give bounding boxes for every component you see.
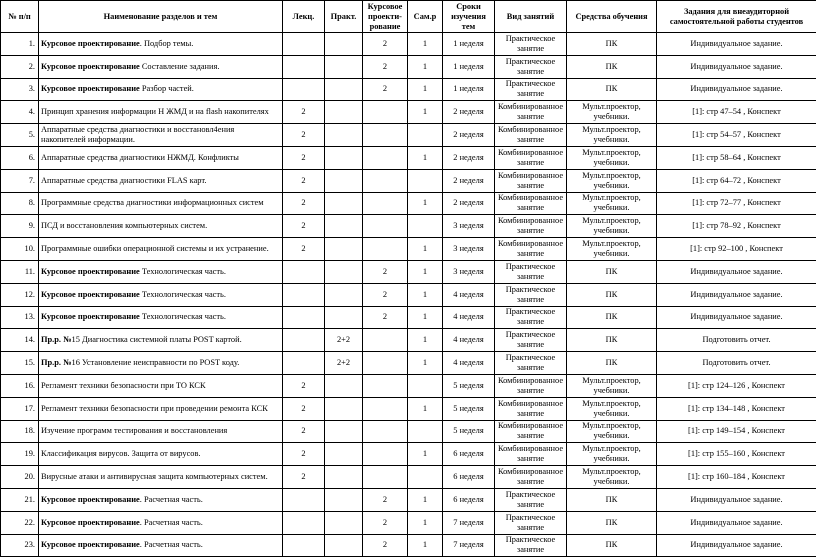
row-tasks: Индивидуальное задание.	[657, 488, 816, 511]
row-number: 6.	[1, 146, 39, 169]
row-practice	[325, 511, 363, 534]
row-tasks: Индивидуальное задание.	[657, 260, 816, 283]
header-lectures: Лекц.	[283, 1, 325, 33]
row-term: 4 неделя	[443, 306, 495, 329]
header-num: № п/п	[1, 1, 39, 33]
row-topic-text: Вирусные атаки и антивирусная защита компьютерных систем.	[41, 472, 268, 481]
row-term: 2 неделя	[443, 146, 495, 169]
row-topic-text: ПСД и восстановления компьютерных систем.	[41, 221, 207, 230]
header-self-work: Сам.р	[408, 1, 443, 33]
row-tasks: [1]: стр 64–72 , Конспект	[657, 169, 816, 192]
row-self-work: 1	[408, 488, 443, 511]
row-lesson-kind: Комбинированное занятие	[495, 466, 567, 489]
row-lectures: 2	[283, 146, 325, 169]
row-course-design	[363, 443, 408, 466]
row-course-design: 2	[363, 511, 408, 534]
row-tasks: Индивидуальное задание.	[657, 534, 816, 557]
row-course-design: 2	[363, 534, 408, 557]
row-means: Мульт.проектор, учебники.	[567, 420, 657, 443]
row-topic	[39, 192, 283, 215]
row-lesson-kind: Комбинированное занятие	[495, 397, 567, 420]
row-course-design: 2	[363, 55, 408, 78]
row-topic-bold: Курсовое проектирование	[41, 62, 140, 71]
row-topic	[39, 33, 283, 56]
row-topic	[39, 443, 283, 466]
table-row	[1, 146, 816, 169]
row-practice	[325, 397, 363, 420]
row-self-work	[408, 215, 443, 238]
row-practice	[325, 33, 363, 56]
table-row	[1, 33, 816, 56]
row-topic-text: Технологическая часть.	[140, 267, 226, 276]
row-lectures	[283, 306, 325, 329]
row-number: 19.	[1, 443, 39, 466]
row-practice	[325, 283, 363, 306]
row-tasks: Индивидуальное задание.	[657, 78, 816, 101]
row-lectures	[283, 260, 325, 283]
row-topic-bold: Курсовое проектирование	[41, 267, 140, 276]
row-number: 7.	[1, 169, 39, 192]
row-topic-bold: Пр.р. №	[41, 335, 72, 344]
row-self-work: 1	[408, 306, 443, 329]
row-topic-bold: Курсовое проектирование	[41, 290, 140, 299]
row-topic	[39, 488, 283, 511]
row-topic-text: . Подбор темы.	[140, 39, 194, 48]
row-means: Мульт.проектор, учебники.	[567, 215, 657, 238]
table-row	[1, 306, 816, 329]
row-lectures	[283, 511, 325, 534]
row-term: 7 неделя	[443, 511, 495, 534]
row-topic-bold: Курсовое проектирование	[41, 540, 140, 549]
row-practice	[325, 534, 363, 557]
row-practice	[325, 124, 363, 147]
header-means: Средства обучения	[567, 1, 657, 33]
row-self-work: 1	[408, 511, 443, 534]
row-topic	[39, 283, 283, 306]
row-practice	[325, 488, 363, 511]
row-practice	[325, 420, 363, 443]
row-means: Мульт.проектор, учебники.	[567, 169, 657, 192]
row-topic-text: Аппаратные средства диагностики FLAS карт.	[41, 176, 207, 185]
table-row	[1, 283, 816, 306]
row-topic-bold: Курсовое проектирование	[41, 495, 140, 504]
row-topic	[39, 466, 283, 489]
row-practice	[325, 101, 363, 124]
table-row	[1, 55, 816, 78]
row-lesson-kind: Комбинированное занятие	[495, 146, 567, 169]
row-self-work: 1	[408, 534, 443, 557]
row-self-work: 1	[408, 352, 443, 375]
row-lesson-kind: Комбинированное занятие	[495, 443, 567, 466]
row-self-work	[408, 420, 443, 443]
row-self-work: 1	[408, 33, 443, 56]
row-number: 3.	[1, 78, 39, 101]
table-row	[1, 352, 816, 375]
row-lectures: 2	[283, 101, 325, 124]
row-self-work	[408, 169, 443, 192]
row-topic-text: Классификация вирусов. Защита от вирусов.	[41, 449, 201, 458]
row-lesson-kind: Практическое занятие	[495, 33, 567, 56]
row-number: 11.	[1, 260, 39, 283]
row-topic-text: Составление задания.	[140, 62, 220, 71]
row-practice	[325, 238, 363, 261]
row-tasks: [1]: стр 155–160 , Конспект	[657, 443, 816, 466]
row-topic-text: Программные средства диагностики информационных систем	[41, 198, 264, 207]
row-number: 8.	[1, 192, 39, 215]
row-lectures	[283, 534, 325, 557]
row-lesson-kind: Практическое занятие	[495, 329, 567, 352]
row-tasks: [1]: стр 72–77 , Конспект	[657, 192, 816, 215]
row-term: 5 неделя	[443, 397, 495, 420]
row-self-work: 1	[408, 78, 443, 101]
row-lectures: 2	[283, 397, 325, 420]
row-course-design	[363, 146, 408, 169]
row-tasks: [1]: стр 92–100 , Конспект	[657, 238, 816, 261]
row-topic	[39, 329, 283, 352]
row-tasks: [1]: стр 134–148 , Конспект	[657, 397, 816, 420]
row-tasks: [1]: стр 47–54 , Конспект	[657, 101, 816, 124]
row-means: ПК	[567, 488, 657, 511]
row-topic	[39, 55, 283, 78]
row-number: 12.	[1, 283, 39, 306]
row-course-design	[363, 374, 408, 397]
row-topic-text: Технологическая часть.	[140, 290, 226, 299]
row-practice	[325, 306, 363, 329]
row-lectures: 2	[283, 466, 325, 489]
row-practice	[325, 374, 363, 397]
table-row	[1, 488, 816, 511]
row-practice	[325, 215, 363, 238]
row-term: 4 неделя	[443, 329, 495, 352]
row-number: 5.	[1, 124, 39, 147]
row-means: Мульт.проектор, учебники.	[567, 466, 657, 489]
row-number: 14.	[1, 329, 39, 352]
row-tasks: Индивидуальное задание.	[657, 511, 816, 534]
row-lectures: 2	[283, 443, 325, 466]
row-tasks: Подготовить отчет.	[657, 329, 816, 352]
row-practice: 2+2	[325, 329, 363, 352]
row-course-design	[363, 238, 408, 261]
table-row	[1, 443, 816, 466]
row-means: Мульт.проектор, учебники.	[567, 397, 657, 420]
row-number: 20.	[1, 466, 39, 489]
row-means: Мульт.проектор, учебники.	[567, 146, 657, 169]
row-number: 22.	[1, 511, 39, 534]
row-number: 13.	[1, 306, 39, 329]
row-means: ПК	[567, 260, 657, 283]
table-row	[1, 124, 816, 147]
row-lectures	[283, 78, 325, 101]
row-course-design: 2	[363, 260, 408, 283]
table-row	[1, 260, 816, 283]
row-number: 15.	[1, 352, 39, 375]
row-lesson-kind: Практическое занятие	[495, 534, 567, 557]
table-row	[1, 511, 816, 534]
row-lectures	[283, 488, 325, 511]
row-topic	[39, 260, 283, 283]
table-row	[1, 78, 816, 101]
row-self-work: 1	[408, 397, 443, 420]
row-number: 4.	[1, 101, 39, 124]
row-topic	[39, 238, 283, 261]
row-lectures: 2	[283, 215, 325, 238]
row-term: 2 неделя	[443, 124, 495, 147]
header-tasks: Задания для внеаудиторной самостоятельной работы студентов	[657, 1, 816, 33]
row-term: 3 неделя	[443, 260, 495, 283]
row-lectures	[283, 329, 325, 352]
row-means: ПК	[567, 283, 657, 306]
row-course-design	[363, 169, 408, 192]
row-lesson-kind: Комбинированное занятие	[495, 192, 567, 215]
row-topic	[39, 78, 283, 101]
table-row	[1, 169, 816, 192]
row-lectures	[283, 55, 325, 78]
row-practice	[325, 78, 363, 101]
row-self-work: 1	[408, 146, 443, 169]
row-term: 4 неделя	[443, 283, 495, 306]
row-term: 6 неделя	[443, 466, 495, 489]
row-term: 1 неделя	[443, 78, 495, 101]
row-lesson-kind: Практическое занятие	[495, 283, 567, 306]
row-topic	[39, 374, 283, 397]
table-row	[1, 238, 816, 261]
row-topic	[39, 124, 283, 147]
row-self-work	[408, 124, 443, 147]
row-means: Мульт.проектор, учебники.	[567, 124, 657, 147]
row-practice	[325, 146, 363, 169]
row-number: 10.	[1, 238, 39, 261]
row-lesson-kind: Комбинированное занятие	[495, 238, 567, 261]
row-lectures: 2	[283, 169, 325, 192]
row-topic	[39, 101, 283, 124]
row-lectures: 2	[283, 374, 325, 397]
row-term: 6 неделя	[443, 443, 495, 466]
row-means: ПК	[567, 33, 657, 56]
row-course-design	[363, 352, 408, 375]
row-self-work: 1	[408, 192, 443, 215]
row-practice	[325, 55, 363, 78]
row-means: Мульт.проектор, учебники.	[567, 238, 657, 261]
row-means: ПК	[567, 352, 657, 375]
row-number: 16.	[1, 374, 39, 397]
row-topic-text: Разбор частей.	[140, 84, 194, 93]
row-means: ПК	[567, 534, 657, 557]
table-row	[1, 397, 816, 420]
row-tasks: [1]: стр 160–184 , Конспект	[657, 466, 816, 489]
row-lectures	[283, 33, 325, 56]
row-lesson-kind: Комбинированное занятие	[495, 374, 567, 397]
row-topic	[39, 420, 283, 443]
row-tasks: Индивидуальное задание.	[657, 306, 816, 329]
row-lectures	[283, 352, 325, 375]
row-topic-text: 15 Диагностика системной платы POST картой.	[72, 335, 242, 344]
row-term: 4 неделя	[443, 352, 495, 375]
row-topic	[39, 511, 283, 534]
row-means: ПК	[567, 329, 657, 352]
row-lesson-kind: Комбинированное занятие	[495, 420, 567, 443]
row-topic	[39, 215, 283, 238]
row-term: 1 неделя	[443, 33, 495, 56]
row-lesson-kind: Комбинированное занятие	[495, 215, 567, 238]
row-lesson-kind: Комбинированное занятие	[495, 101, 567, 124]
header-practice: Практ.	[325, 1, 363, 33]
row-means: ПК	[567, 511, 657, 534]
table-row	[1, 101, 816, 124]
row-topic	[39, 534, 283, 557]
row-topic-text: Технологическая часть.	[140, 312, 226, 321]
row-means: Мульт.проектор, учебники.	[567, 101, 657, 124]
row-term: 6 неделя	[443, 488, 495, 511]
row-number: 17.	[1, 397, 39, 420]
row-course-design	[363, 466, 408, 489]
row-lectures: 2	[283, 124, 325, 147]
row-course-design: 2	[363, 78, 408, 101]
table-row	[1, 329, 816, 352]
row-topic	[39, 146, 283, 169]
row-number: 1.	[1, 33, 39, 56]
row-lesson-kind: Практическое занятие	[495, 488, 567, 511]
row-topic-text: Программные ошибки операционной системы и их устранение.	[41, 244, 269, 253]
row-topic-text: Изучение программ тестирования и восстановления	[41, 426, 227, 435]
row-course-design	[363, 329, 408, 352]
row-practice: 2+2	[325, 352, 363, 375]
row-tasks: [1]: стр 78–92 , Конспект	[657, 215, 816, 238]
row-tasks: [1]: стр 54–57 , Конспект	[657, 124, 816, 147]
row-topic-text: Регламент техники безопасности при ТО КСК	[41, 381, 206, 390]
row-lectures: 2	[283, 192, 325, 215]
row-number: 9.	[1, 215, 39, 238]
row-topic-bold: Курсовое проектирование	[41, 39, 140, 48]
row-topic-text: . Расчетная часть.	[140, 540, 203, 549]
row-lectures: 2	[283, 238, 325, 261]
row-lesson-kind: Практическое занятие	[495, 260, 567, 283]
row-lesson-kind: Комбинированное занятие	[495, 124, 567, 147]
row-course-design: 2	[363, 283, 408, 306]
row-number: 21.	[1, 488, 39, 511]
row-term: 3 неделя	[443, 215, 495, 238]
row-means: ПК	[567, 55, 657, 78]
row-course-design: 2	[363, 306, 408, 329]
row-practice	[325, 192, 363, 215]
row-course-design	[363, 420, 408, 443]
table-row	[1, 534, 816, 557]
row-practice	[325, 443, 363, 466]
row-tasks: Индивидуальное задание.	[657, 283, 816, 306]
row-term: 3 неделя	[443, 238, 495, 261]
row-self-work: 1	[408, 55, 443, 78]
row-means: ПК	[567, 306, 657, 329]
table-row	[1, 420, 816, 443]
row-topic-bold: Курсовое проектирование	[41, 312, 140, 321]
table-header-row	[1, 1, 816, 33]
row-course-design	[363, 192, 408, 215]
row-means: Мульт.проектор, учебники.	[567, 443, 657, 466]
row-course-design: 2	[363, 33, 408, 56]
row-term: 2 неделя	[443, 101, 495, 124]
row-lesson-kind: Практическое занятие	[495, 78, 567, 101]
row-lesson-kind: Практическое занятие	[495, 511, 567, 534]
row-self-work	[408, 374, 443, 397]
row-number: 2.	[1, 55, 39, 78]
row-topic-bold: Курсовое проектирование	[41, 518, 140, 527]
row-topic-text: . Расчетная часть.	[140, 495, 203, 504]
row-lectures	[283, 283, 325, 306]
row-term: 5 неделя	[443, 374, 495, 397]
table-row	[1, 215, 816, 238]
row-course-design	[363, 215, 408, 238]
row-tasks: Индивидуальное задание.	[657, 33, 816, 56]
row-topic-text: Аппаратные средства диагностики и восстановл4ения накопителей информации.	[41, 125, 234, 144]
row-means: Мульт.проектор, учебники.	[567, 192, 657, 215]
row-topic	[39, 352, 283, 375]
row-number: 23.	[1, 534, 39, 557]
row-topic-text: . Расчетная часть.	[140, 518, 203, 527]
row-topic-text: Аппаратные средства диагностики НЖМД. Конфликты	[41, 153, 239, 162]
header-course-design: Курсовое проекти- рование	[363, 1, 408, 33]
row-self-work: 1	[408, 443, 443, 466]
row-tasks: Подготовить отчет.	[657, 352, 816, 375]
table-body	[1, 33, 816, 557]
row-practice	[325, 169, 363, 192]
row-course-design	[363, 124, 408, 147]
header-terms: Сроки изучения тем	[443, 1, 495, 33]
row-practice	[325, 260, 363, 283]
header-name: Наименование разделов и тем	[39, 1, 283, 33]
row-topic-bold: Пр.р. №	[41, 358, 72, 367]
row-self-work: 1	[408, 101, 443, 124]
row-topic-text: Регламент техники безопасности при проведении ремонта КСК	[41, 404, 268, 413]
table-row	[1, 374, 816, 397]
row-topic-text: Принцип хранения информации Н ЖМД и на flash накопителях	[41, 107, 269, 116]
row-topic-bold: Курсовое проектирование	[41, 84, 140, 93]
row-self-work: 1	[408, 283, 443, 306]
row-lectures: 2	[283, 420, 325, 443]
row-term: 1 неделя	[443, 55, 495, 78]
row-tasks: [1]: стр 124–126 , Конспект	[657, 374, 816, 397]
table-row	[1, 192, 816, 215]
row-course-design	[363, 101, 408, 124]
row-number: 18.	[1, 420, 39, 443]
row-lesson-kind: Практическое занятие	[495, 352, 567, 375]
row-practice	[325, 466, 363, 489]
row-self-work: 1	[408, 329, 443, 352]
row-term: 2 неделя	[443, 192, 495, 215]
row-lesson-kind: Практическое занятие	[495, 306, 567, 329]
row-means: ПК	[567, 78, 657, 101]
table-row	[1, 466, 816, 489]
row-self-work: 1	[408, 238, 443, 261]
row-course-design: 2	[363, 488, 408, 511]
row-topic	[39, 169, 283, 192]
row-topic	[39, 306, 283, 329]
row-term: 5 неделя	[443, 420, 495, 443]
row-tasks: [1]: стр 149–154 , Конспект	[657, 420, 816, 443]
row-lesson-kind: Практическое занятие	[495, 55, 567, 78]
row-course-design	[363, 397, 408, 420]
row-term: 7 неделя	[443, 534, 495, 557]
row-lesson-kind: Комбинированное занятие	[495, 169, 567, 192]
header-lesson-kind: Вид занятий	[495, 1, 567, 33]
row-term: 2 неделя	[443, 169, 495, 192]
row-tasks: [1]: стр 58–64 , Конспект	[657, 146, 816, 169]
row-self-work: 1	[408, 260, 443, 283]
row-topic-text: 16 Установление неисправности по POST коду.	[72, 358, 240, 367]
row-topic	[39, 397, 283, 420]
row-tasks: Индивидуальное задание.	[657, 55, 816, 78]
row-self-work	[408, 466, 443, 489]
row-means: Мульт.проектор, учебники.	[567, 374, 657, 397]
